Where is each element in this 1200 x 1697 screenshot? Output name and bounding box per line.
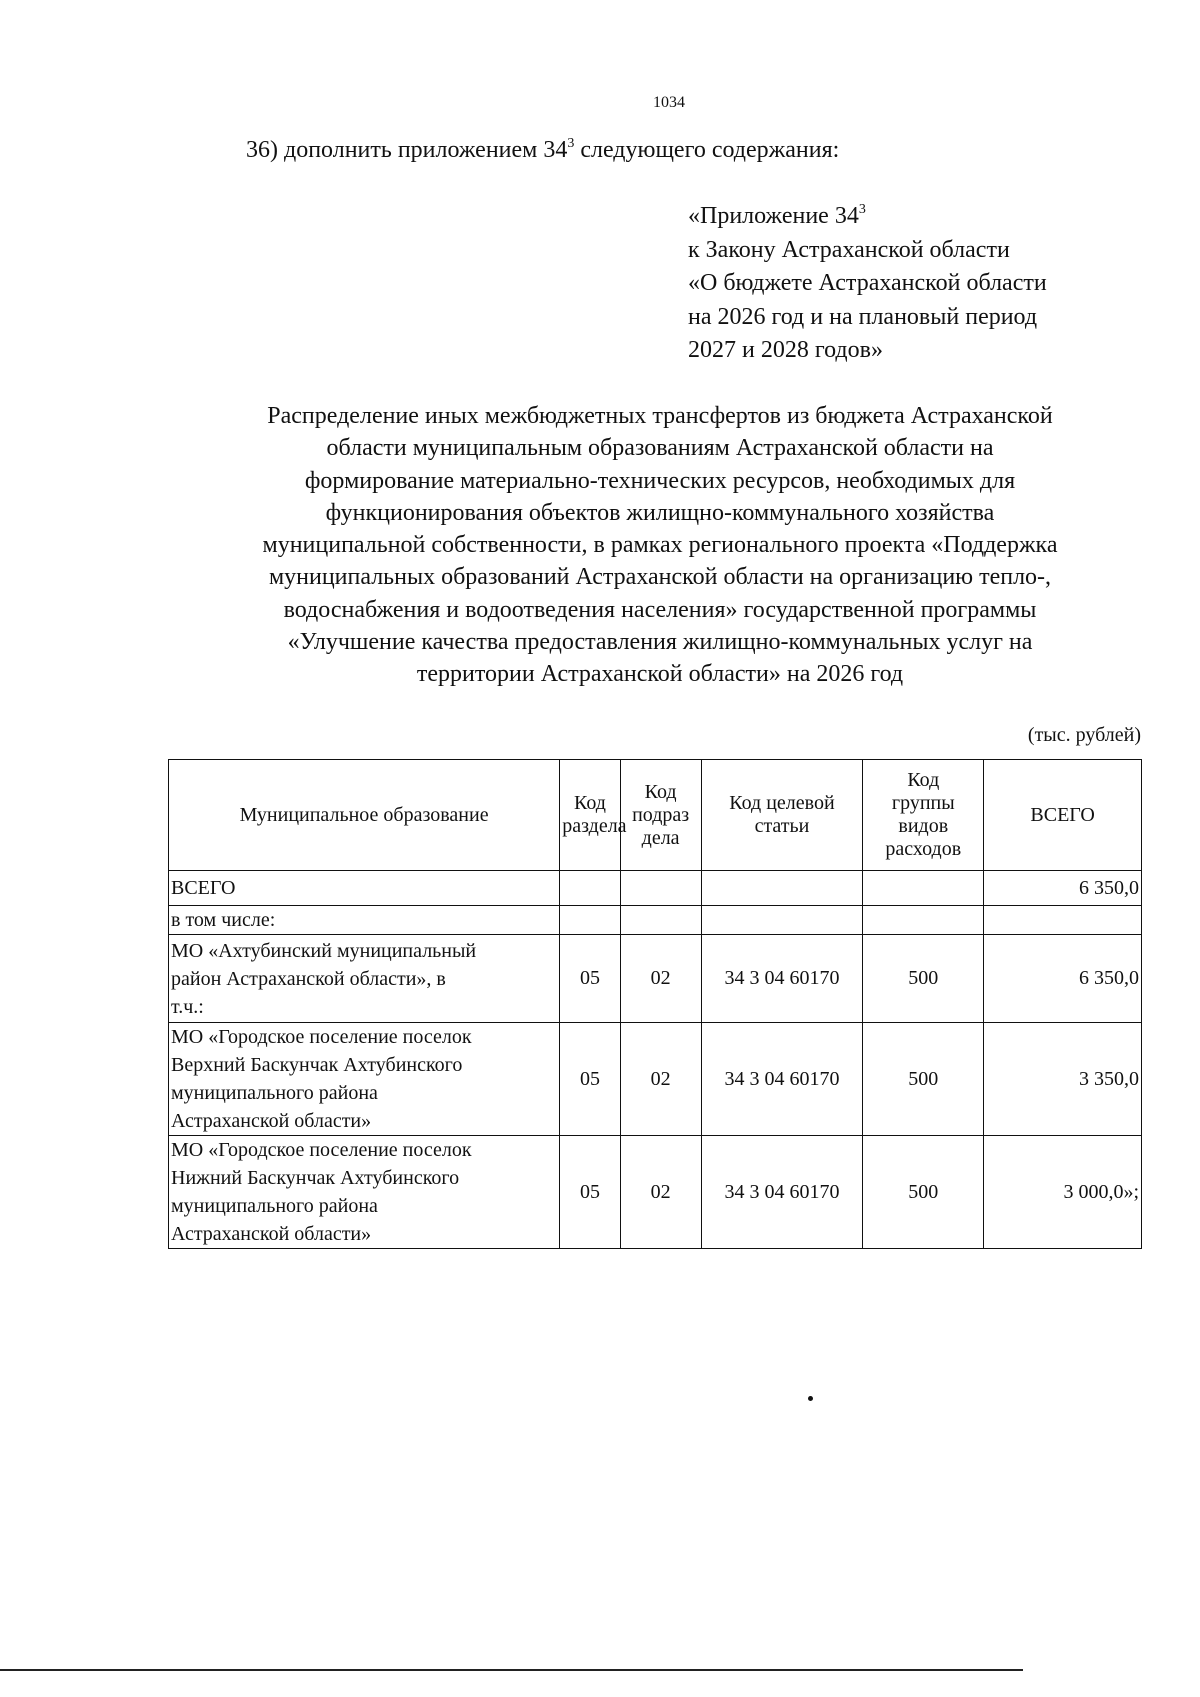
cell-name bbox=[169, 1136, 560, 1249]
header-expense-group-code bbox=[863, 760, 984, 871]
document-title bbox=[160, 400, 1160, 691]
name-line: МО «Ахтубинский муниципальный bbox=[171, 939, 477, 962]
cell-section bbox=[560, 871, 620, 906]
cell-group bbox=[863, 906, 984, 935]
appendix-reference bbox=[688, 200, 1047, 368]
header-line: подраз bbox=[632, 803, 690, 826]
cell-name bbox=[169, 935, 560, 1023]
cell-total: 6 350,0 bbox=[984, 871, 1142, 906]
name-line: муниципального района bbox=[171, 1195, 378, 1217]
cell-name: в том числе: bbox=[169, 906, 560, 935]
name-line: Астраханской области» bbox=[171, 1223, 372, 1245]
title-line: «Улучшение качества предоставления жилищно-коммунальных услуг на bbox=[287, 629, 1033, 656]
cell-name bbox=[169, 1023, 560, 1136]
header-line: Код целевой bbox=[729, 792, 835, 814]
table-row-including bbox=[169, 906, 1142, 935]
title-line: формирование материально-технических ресурсов, необходимых для bbox=[304, 467, 1016, 494]
appendix-line-1 bbox=[688, 200, 1047, 234]
intro-text: 36) дополнить приложением 34 bbox=[246, 137, 568, 163]
appendix-line-3: «О бюджете Астраханской области bbox=[688, 270, 1047, 296]
title-line: территории Астраханской области» на 2026 год bbox=[416, 661, 904, 688]
title-line: муниципальной собственности, в рамках регионального проекта «Поддержка bbox=[262, 532, 1058, 559]
header-line: расходов bbox=[885, 838, 962, 860]
appendix-label: «Приложение 34 bbox=[688, 203, 859, 229]
title-line: области муниципальным образованиям Астраханской области на bbox=[326, 435, 994, 462]
cell-section: 05 bbox=[560, 1023, 620, 1136]
name-line: муниципального района bbox=[171, 1082, 378, 1104]
title-line: водоснабжения и водоотведения населения» государственной программы bbox=[283, 596, 1037, 623]
header-subsection-code bbox=[620, 760, 701, 871]
cell-section: 05 bbox=[560, 935, 620, 1023]
cell-subsection bbox=[620, 906, 701, 935]
appendix-line-2: к Закону Астраханской области bbox=[688, 236, 1010, 263]
cell-target bbox=[701, 871, 863, 906]
header-line: дела bbox=[641, 826, 680, 849]
name-line: Астраханской области» bbox=[171, 1110, 372, 1132]
header-line: Код bbox=[644, 780, 677, 803]
title-line: функционирования объектов жилищно-коммунального хозяйства bbox=[325, 499, 995, 526]
bottom-rule bbox=[0, 1669, 1023, 1671]
cell-total: 3 350,0 bbox=[984, 1023, 1142, 1136]
title-line: Распределение иных межбюджетных трансфертов из бюджета Астраханской bbox=[267, 403, 1053, 429]
title-line: муниципальных образований Астраханской области на организацию тепло-, bbox=[268, 564, 1052, 591]
name-line: МО «Городское поселение поселок bbox=[171, 1139, 472, 1161]
name-line: район Астраханской области», в bbox=[171, 967, 446, 990]
header-line: видов bbox=[898, 815, 949, 837]
cell-group: 500 bbox=[863, 1023, 984, 1136]
cell-total: 6 350,0 bbox=[984, 935, 1142, 1023]
budget-table bbox=[168, 759, 1142, 1249]
header-target-code bbox=[701, 760, 863, 871]
cell-section bbox=[560, 906, 620, 935]
table-row-total bbox=[169, 871, 1142, 906]
cell-subsection bbox=[620, 871, 701, 906]
table-row bbox=[169, 1136, 1142, 1249]
page-number: 1034 bbox=[653, 94, 685, 111]
units-label: (тыс. рублей) bbox=[1027, 724, 1141, 746]
amendment-intro bbox=[246, 137, 839, 164]
header-line: Код bbox=[907, 769, 940, 791]
header-line: Код bbox=[573, 792, 606, 814]
cell-target: 34 3 04 60170 bbox=[701, 1136, 863, 1249]
header-total: ВСЕГО bbox=[984, 760, 1142, 871]
appendix-superscript: 3 bbox=[858, 202, 866, 218]
appendix-line-4: на 2026 год и на плановый период bbox=[688, 303, 1038, 330]
intro-superscript: 3 bbox=[567, 136, 575, 152]
cell-group bbox=[863, 871, 984, 906]
cell-total bbox=[984, 906, 1142, 935]
cell-subsection: 02 bbox=[620, 1136, 701, 1249]
table-header-row bbox=[169, 760, 1142, 871]
name-line: МО «Городское поселение поселок bbox=[171, 1026, 472, 1048]
name-line: т.ч.: bbox=[171, 995, 204, 1018]
header-line: статьи bbox=[754, 815, 810, 837]
appendix-line-5: 2027 и 2028 годов» bbox=[688, 337, 883, 363]
cell-target bbox=[701, 906, 863, 935]
header-section-code bbox=[560, 760, 627, 871]
cell-name: ВСЕГО bbox=[169, 871, 560, 906]
intro-text-end: следующего содержания: bbox=[574, 137, 840, 163]
header-municipality: Муниципальное образование bbox=[169, 760, 560, 871]
header-line: группы bbox=[891, 792, 955, 814]
cell-target: 34 3 04 60170 bbox=[701, 935, 863, 1023]
header-line: раздела bbox=[562, 815, 627, 837]
name-line: Нижний Баскунчак Ахтубинского bbox=[171, 1167, 460, 1189]
cell-target: 34 3 04 60170 bbox=[701, 1023, 863, 1136]
name-line: Верхний Баскунчак Ахтубинского bbox=[171, 1054, 463, 1076]
cell-total: 3 000,0»; bbox=[984, 1136, 1142, 1249]
cell-section: 05 bbox=[560, 1136, 620, 1249]
table-row bbox=[169, 1023, 1142, 1136]
cell-group: 500 bbox=[863, 935, 984, 1023]
scan-speck bbox=[808, 1396, 813, 1401]
cell-group: 500 bbox=[863, 1136, 984, 1249]
table-row bbox=[169, 935, 1142, 1023]
cell-subsection: 02 bbox=[620, 935, 701, 1023]
cell-subsection: 02 bbox=[620, 1023, 701, 1136]
